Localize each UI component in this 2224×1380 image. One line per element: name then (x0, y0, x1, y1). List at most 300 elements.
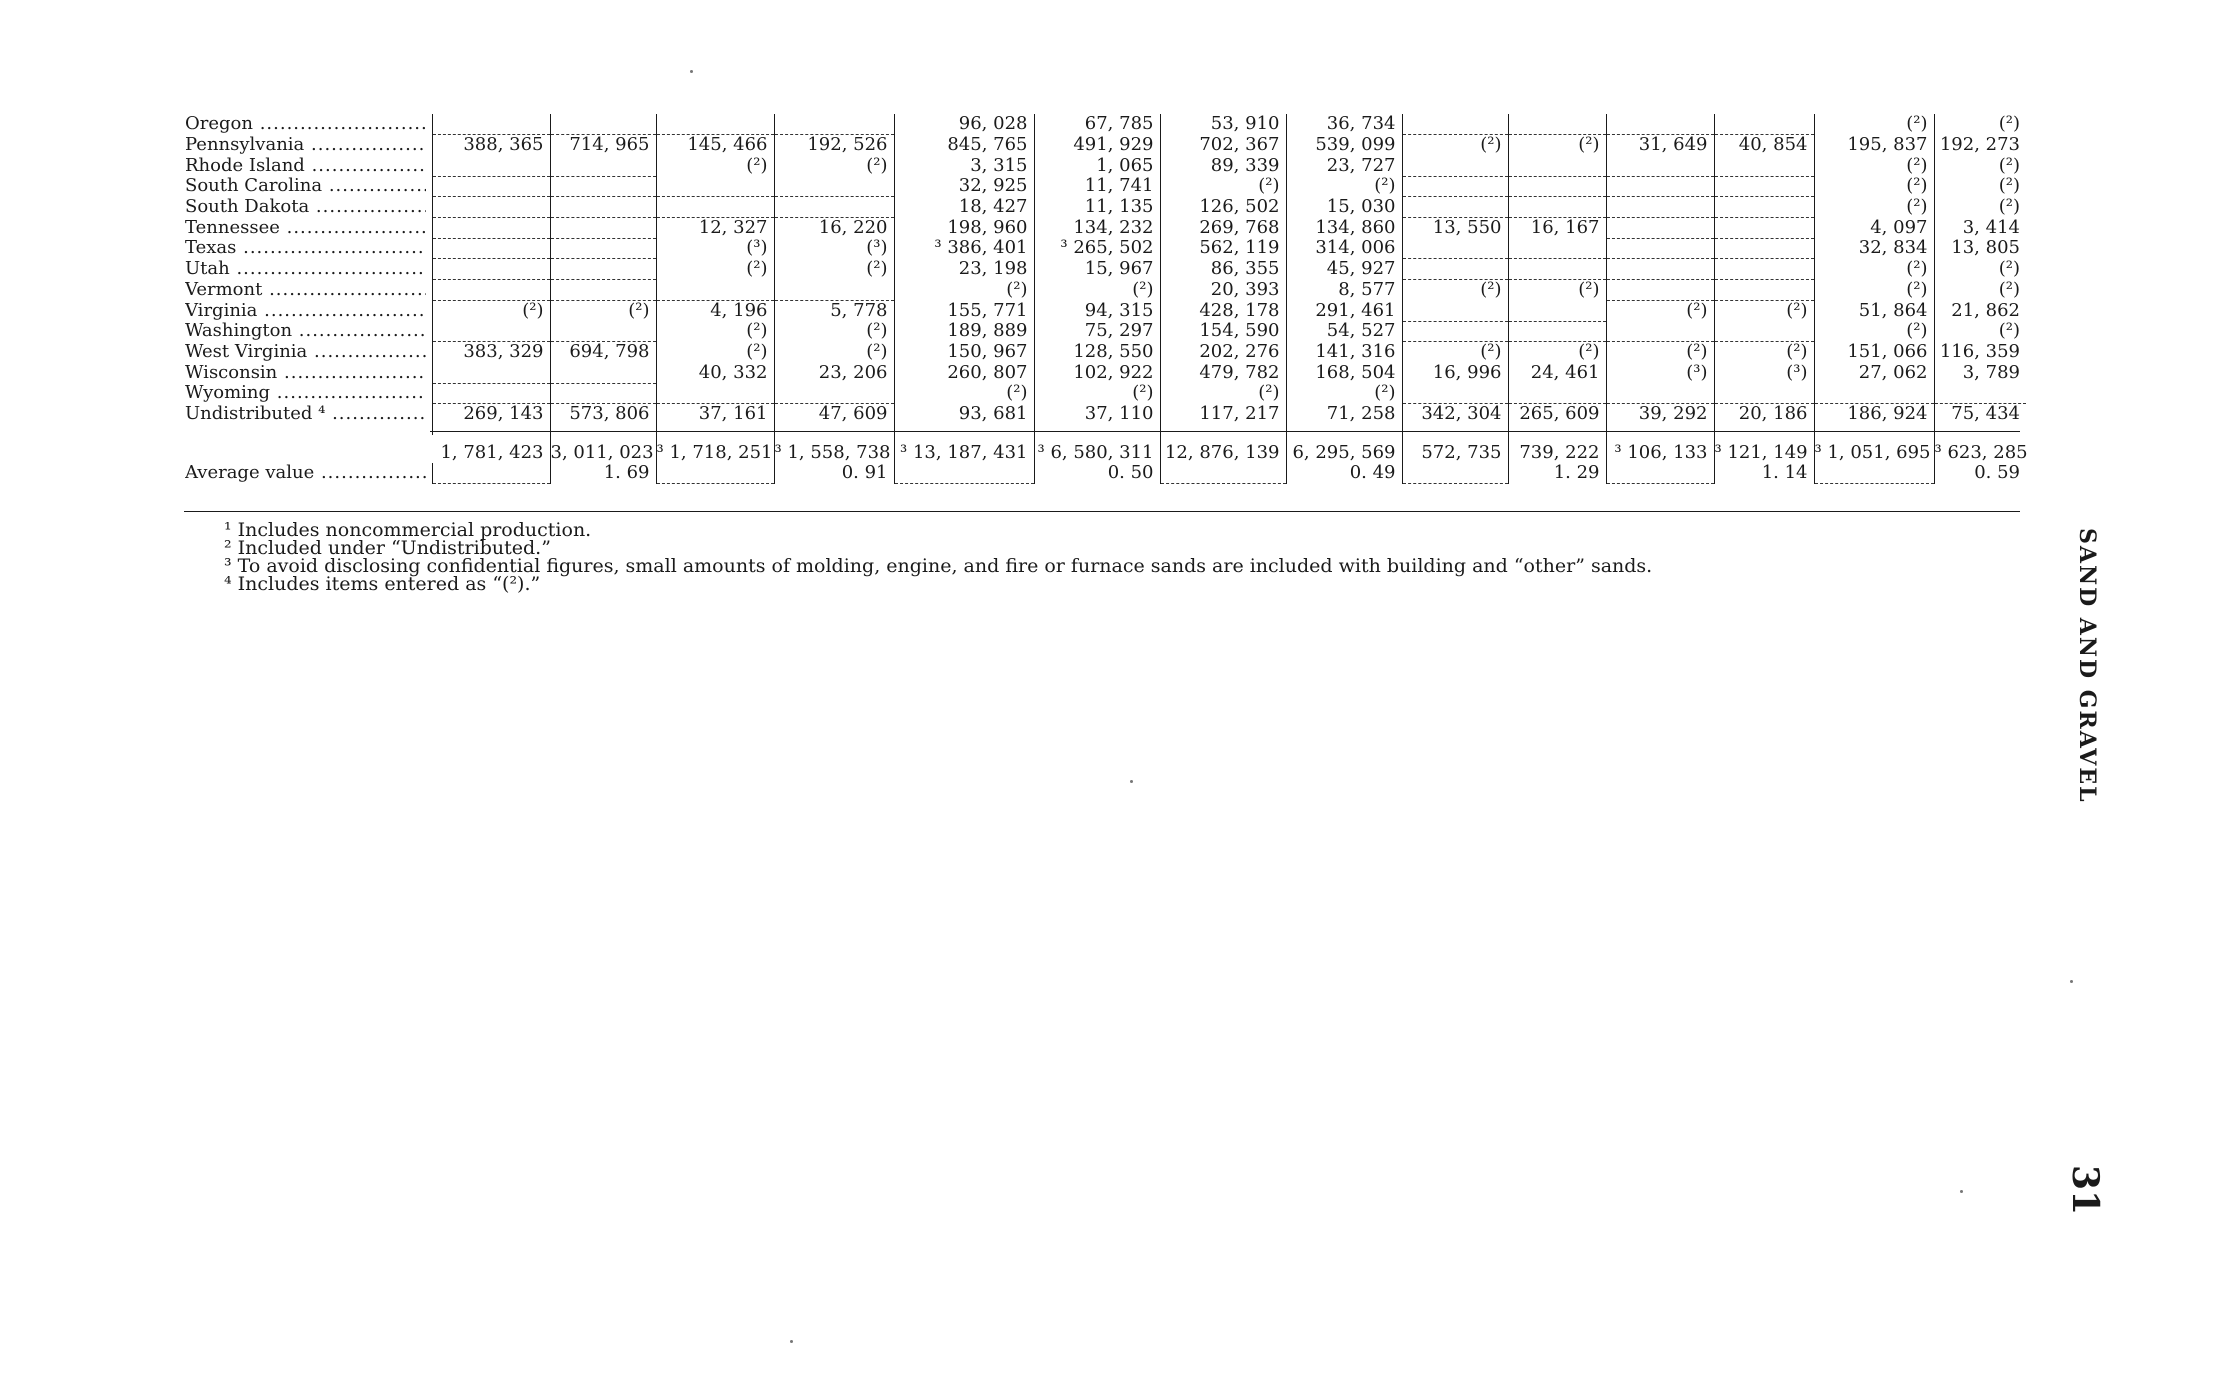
table-cell (432, 279, 550, 300)
table-cell (1508, 259, 1606, 280)
table-cell (1814, 383, 1934, 404)
state-name: Vermont ..... (185, 280, 426, 301)
table-cell (656, 176, 774, 197)
table-row (182, 197, 2026, 218)
table-cell: 86, 355 (1160, 259, 1286, 280)
table-cell: 562, 119 (1160, 238, 1286, 259)
print-speck (1960, 1190, 1963, 1193)
footnote-3: ³ To avoid disclosing confidential figures, small amounts of molding, engine, and fire or furnace sands are included with building and “other” sands. (224, 555, 1653, 577)
row-label (182, 463, 432, 484)
table-cell: (²) (1814, 279, 1934, 300)
table-cell: 155, 771 (894, 300, 1034, 321)
table-cell (1402, 176, 1508, 197)
table-cell: 145, 466 (656, 135, 774, 156)
table-cell: 3, 789 (1962, 361, 2020, 383)
table-cell: (²) (1402, 279, 1508, 300)
average-cell (432, 463, 550, 484)
average-cell: 1. 69 (550, 463, 656, 484)
state-name: West Virginia ..... (185, 342, 426, 363)
table-cell: (²) (1160, 176, 1286, 197)
table-cell (1508, 114, 1606, 135)
state-name: Washington ..... (185, 321, 426, 342)
table-cell: 383, 329 (432, 342, 550, 363)
table-cell: 67, 785 (1034, 114, 1160, 135)
table-row (182, 156, 2026, 177)
table-cell: 40, 854 (1714, 135, 1814, 156)
table-cell: 23, 198 (894, 259, 1034, 280)
state-name: Texas ..... (185, 238, 426, 259)
total-rule (430, 431, 2020, 432)
table-cell: (²) (1034, 383, 1160, 404)
table-cell: 102, 922 (1034, 363, 1160, 384)
table-cell (656, 279, 774, 300)
average-cell: 0. 59 (1974, 462, 2020, 483)
table-cell (1402, 156, 1508, 177)
table-cell: 89, 339 (1160, 156, 1286, 177)
table-cell: (²) (1508, 279, 1606, 300)
table-cell: 269, 143 (432, 404, 550, 425)
table-cell: 21, 862 (1951, 299, 2020, 321)
table-cell: 573, 806 (550, 404, 656, 425)
table-cell: 4, 097 (1814, 217, 1934, 238)
table-cell: 116, 359 (1939, 341, 2020, 362)
spacer-cell (1402, 425, 1508, 435)
table-cell (1402, 300, 1508, 321)
table-cell (1714, 114, 1814, 135)
table-cell: 198, 960 (894, 217, 1034, 238)
table-cell: 37, 161 (656, 404, 774, 425)
table-cell (1934, 383, 2026, 404)
table-cell (432, 197, 550, 218)
average-cell (1814, 463, 1934, 484)
table-cell: (²) (894, 279, 1034, 300)
table-cell (550, 114, 656, 135)
table-cell: (²) (1814, 156, 1934, 177)
row-label (182, 383, 432, 404)
table-cell: 192, 273 (1939, 134, 2020, 155)
total-cell: ³ 6, 580, 311 (1034, 435, 1160, 464)
table-cell: (²) (1160, 383, 1286, 404)
footnotes (224, 521, 1652, 593)
table-cell: 189, 889 (894, 321, 1034, 342)
total-cell: 739, 222 (1508, 435, 1606, 464)
table-cell (432, 156, 550, 177)
table-cell: (²) (1814, 176, 1934, 197)
average-cell: 1. 14 (1714, 463, 1814, 484)
row-label (182, 259, 432, 280)
table-cell: (²) (1998, 113, 2020, 134)
table-cell (1714, 217, 1814, 238)
table-cell: 186, 924 (1814, 404, 1934, 425)
table-cell (1402, 383, 1508, 404)
table-cell (1714, 238, 1814, 259)
state-name: Wyoming ..... (185, 383, 426, 404)
row-label (182, 176, 432, 197)
table-cell: 75, 434 (1951, 403, 2020, 424)
table-cell: 39, 292 (1606, 404, 1714, 425)
table-cell: 11, 135 (1034, 197, 1160, 218)
table-cell (774, 197, 894, 218)
table-cell: 428, 178 (1160, 300, 1286, 321)
state-name: Virginia ..... (185, 301, 426, 322)
table-cell: (²) (1998, 154, 2020, 176)
row-label (182, 342, 432, 363)
table-cell (1606, 259, 1714, 280)
table-cell: (²) (1998, 175, 2020, 196)
average-cell (656, 463, 774, 484)
total-cell: ³ 106, 133 (1606, 435, 1714, 464)
table-cell: 141, 316 (1286, 342, 1402, 363)
state-name: Pennsylvania ..... (185, 135, 426, 156)
table-cell (550, 238, 656, 259)
spacer-cell (656, 425, 774, 435)
spacer-cell (550, 425, 656, 435)
table-cell: 37, 110 (1034, 404, 1160, 425)
table-cell: (²) (1508, 342, 1606, 363)
table-cell: 195, 837 (1814, 135, 1934, 156)
row-label (182, 135, 432, 156)
table-cell: 154, 590 (1160, 321, 1286, 342)
table-cell: 93, 681 (894, 404, 1034, 425)
table-row (182, 238, 2026, 259)
table-cell: (²) (1714, 300, 1814, 321)
footnote-2: ² Included under “Undistributed.” (224, 537, 551, 559)
footnote-4: ⁴ Includes items entered as “(²).” (224, 573, 541, 595)
table-row (182, 321, 2026, 342)
table-cell (1606, 114, 1714, 135)
total-cell: 12, 876, 139 (1160, 435, 1286, 464)
table-cell: (²) (1998, 320, 2020, 341)
table-cell (774, 114, 894, 135)
table-cell (1606, 238, 1714, 259)
total-cell: ³ 623, 285 (1934, 441, 2028, 463)
table-bottom-rule (184, 511, 2020, 512)
table-cell: 16, 220 (774, 217, 894, 238)
table-cell: (²) (656, 259, 774, 280)
average-cell: 0. 91 (774, 463, 894, 484)
table-cell: 53, 910 (1160, 114, 1286, 135)
spacer-row (182, 425, 2026, 435)
table-cell (774, 383, 894, 404)
table-cell: 13, 550 (1402, 217, 1508, 238)
table-cell (550, 217, 656, 238)
table-row (182, 363, 2026, 384)
table-cell (432, 114, 550, 135)
table-cell (1508, 197, 1606, 218)
table-cell: (²) (656, 321, 774, 342)
table-row (182, 176, 2026, 197)
table-cell (1606, 217, 1714, 238)
total-cell: 1, 781, 423 (432, 435, 550, 464)
table-cell (1606, 197, 1714, 218)
table-cell (1714, 383, 1814, 404)
table-cell: 269, 768 (1160, 217, 1286, 238)
spacer-cell (1934, 425, 2026, 435)
table-cell: (²) (774, 321, 894, 342)
table-cell: 31, 649 (1606, 135, 1714, 156)
average-cell (1606, 463, 1714, 484)
table-cell: 15, 967 (1034, 259, 1160, 280)
table-cell: (²) (1714, 342, 1814, 363)
table-cell (1714, 176, 1814, 197)
table-cell (1402, 114, 1508, 135)
spacer-cell (182, 425, 432, 435)
table-cell: (²) (774, 259, 894, 280)
table-cell: 36, 734 (1286, 114, 1402, 135)
table-cell: 192, 526 (774, 135, 894, 156)
table-cell: 32, 834 (1814, 238, 1934, 259)
table-cell (550, 197, 656, 218)
table-cell: (²) (774, 342, 894, 363)
table-cell (1714, 197, 1814, 218)
table-cell: (²) (656, 342, 774, 363)
table-cell: 260, 807 (894, 363, 1034, 384)
table-cell: 32, 925 (894, 176, 1034, 197)
table-cell: 47, 609 (774, 404, 894, 425)
table-cell (550, 383, 656, 404)
table-cell: (²) (1814, 321, 1934, 342)
table-cell (1402, 197, 1508, 218)
table-cell: 8, 577 (1286, 279, 1402, 300)
table-cell: 134, 860 (1286, 217, 1402, 238)
spacer-cell (1286, 425, 1402, 435)
table-cell: (³) (656, 238, 774, 259)
table-cell: 23, 727 (1286, 156, 1402, 177)
total-row (182, 435, 2026, 464)
table-cell: 3, 414 (1962, 216, 2020, 238)
table-cell: 11, 741 (1034, 176, 1160, 197)
table-cell: (²) (1402, 342, 1508, 363)
print-speck (1130, 780, 1133, 783)
table-cell: 388, 365 (432, 135, 550, 156)
table-cell: 13, 805 (1951, 237, 2020, 258)
table-cell (1508, 383, 1606, 404)
row-label (182, 321, 432, 342)
table-cell: (²) (1606, 300, 1714, 321)
table-cell (550, 176, 656, 197)
state-name: Rhode Island ..... (185, 156, 426, 177)
table-cell: 539, 099 (1286, 135, 1402, 156)
row-label (182, 217, 432, 238)
table-cell: (²) (1998, 278, 2020, 300)
table-cell: (²) (1814, 114, 1934, 135)
table-cell: (²) (1034, 279, 1160, 300)
table-cell (1402, 238, 1508, 259)
table-cell: 18, 427 (894, 197, 1034, 218)
state-name: South Dakota ..... (185, 197, 426, 218)
print-speck (2070, 980, 2073, 983)
table-cell: 96, 028 (894, 114, 1034, 135)
table-cell: 714, 965 (550, 135, 656, 156)
table-cell: (²) (550, 300, 656, 321)
state-name: Oregon ..... (185, 114, 426, 135)
table-cell (1606, 176, 1714, 197)
table-cell: (²) (432, 300, 550, 321)
table-cell: 5, 778 (774, 300, 894, 321)
total-cell: ³ 13, 187, 431 (894, 435, 1034, 464)
table-cell: 126, 502 (1160, 197, 1286, 218)
spacer-cell (1606, 425, 1714, 435)
table-cell: (²) (894, 383, 1034, 404)
average-row (182, 463, 2026, 484)
table-cell (1714, 156, 1814, 177)
state-name: Utah ..... (185, 259, 426, 280)
state-name: Wisconsin ..... (185, 363, 426, 384)
table-row (182, 114, 2026, 135)
average-cell: 1. 29 (1508, 463, 1606, 484)
table-cell: (²) (1606, 342, 1714, 363)
table-row (182, 342, 2026, 363)
table-cell: 20, 186 (1714, 404, 1814, 425)
table-cell (1402, 259, 1508, 280)
table-cell: (²) (1998, 195, 2020, 217)
table-cell (432, 238, 550, 259)
table-cell: 342, 304 (1402, 404, 1508, 425)
state-name: South Carolina ..... (185, 176, 426, 197)
table-cell: 702, 367 (1160, 135, 1286, 156)
table-cell: 16, 167 (1508, 217, 1606, 238)
total-cell: 6, 295, 569 (1286, 435, 1402, 464)
total-cell: ³ 1, 051, 695 (1814, 435, 1934, 464)
table-cell (656, 383, 774, 404)
table-cell (656, 197, 774, 218)
spacer-cell (1034, 425, 1160, 435)
table-cell: 150, 967 (894, 342, 1034, 363)
spacer-cell (1814, 425, 1934, 435)
table-cell (1402, 321, 1508, 342)
spacer-cell (1508, 425, 1606, 435)
table-cell: 94, 315 (1034, 300, 1160, 321)
table-cell: 1, 065 (1034, 156, 1160, 177)
table-cell: (²) (656, 156, 774, 177)
table-cell: 51, 864 (1814, 300, 1934, 321)
table-cell (1606, 321, 1714, 342)
table-row (182, 383, 2026, 404)
table-cell (1508, 321, 1606, 342)
average-cell: 0. 50 (1034, 463, 1160, 484)
table-cell (656, 114, 774, 135)
spacer-cell (1714, 425, 1814, 435)
table-cell (550, 156, 656, 177)
average-cell (1160, 463, 1286, 484)
table-cell (1508, 300, 1606, 321)
row-label (182, 197, 432, 218)
table-cell: (²) (1508, 135, 1606, 156)
table-cell (1606, 383, 1714, 404)
table-cell: (²) (1998, 257, 2020, 279)
table-cell (432, 363, 550, 384)
table-cell: 24, 461 (1508, 363, 1606, 384)
table-cell: 54, 527 (1286, 321, 1402, 342)
table-row (182, 404, 2026, 425)
table-cell (550, 363, 656, 384)
print-speck (690, 70, 693, 73)
table-cell: (²) (1286, 176, 1402, 197)
total-label (182, 435, 432, 464)
table-cell: 314, 006 (1286, 238, 1402, 259)
table-cell: 75, 297 (1034, 321, 1160, 342)
table-cell: 117, 217 (1160, 404, 1286, 425)
row-label (182, 156, 432, 177)
table-cell: (²) (1814, 197, 1934, 218)
table-cell (774, 176, 894, 197)
table-cell (1714, 279, 1814, 300)
production-table (182, 114, 2026, 484)
table-cell: 40, 332 (656, 363, 774, 384)
table-cell (432, 176, 550, 197)
page-number: 31 (2064, 1165, 2106, 1216)
average-cell (1402, 463, 1508, 484)
table-cell (432, 321, 550, 342)
table-cell (1508, 238, 1606, 259)
table-cell (432, 217, 550, 238)
table-cell: 12, 327 (656, 217, 774, 238)
footnote-1: ¹ Includes noncommercial production. (224, 519, 592, 541)
spacer-cell (432, 425, 550, 435)
table-row (182, 279, 2026, 300)
print-speck (790, 1340, 793, 1343)
table-cell (1714, 321, 1814, 342)
table-cell: 291, 461 (1286, 300, 1402, 321)
table-row (182, 217, 2026, 238)
table-cell: 3, 315 (894, 156, 1034, 177)
table-cell: 27, 062 (1814, 363, 1934, 384)
table-cell (1508, 176, 1606, 197)
table-cell: (²) (774, 156, 894, 177)
table-cell: ³ 386, 401 (894, 238, 1034, 259)
table-row (182, 135, 2026, 156)
average-cell (894, 463, 1034, 484)
spacer-cell (1160, 425, 1286, 435)
table-cell: (³) (1606, 363, 1714, 384)
table-cell (550, 259, 656, 280)
table-cell (1714, 259, 1814, 280)
table-cell: 202, 276 (1160, 342, 1286, 363)
spacer-cell (894, 425, 1034, 435)
table-row (182, 300, 2026, 321)
row-label (182, 300, 432, 321)
total-cell: ³ 1, 718, 251 (656, 435, 774, 464)
table-cell: 45, 927 (1286, 259, 1402, 280)
table-cell: 694, 798 (550, 342, 656, 363)
table-cell (432, 259, 550, 280)
table-cell (774, 279, 894, 300)
table-cell: 151, 066 (1814, 342, 1934, 363)
table-cell: 128, 550 (1034, 342, 1160, 363)
table-cell (1508, 156, 1606, 177)
table-cell (550, 279, 656, 300)
table-cell: ³ 265, 502 (1034, 238, 1160, 259)
table-cell: 20, 393 (1160, 279, 1286, 300)
total-cell: 572, 735 (1402, 435, 1508, 464)
table-cell: 479, 782 (1160, 363, 1286, 384)
table-cell: 71, 258 (1286, 404, 1402, 425)
table-cell: 845, 765 (894, 135, 1034, 156)
table-cell: 16, 996 (1402, 363, 1508, 384)
average-cell: 0. 49 (1286, 463, 1402, 484)
state-name: Undistributed ⁴ ..... (185, 404, 426, 425)
table-cell (1606, 279, 1714, 300)
table-cell (550, 321, 656, 342)
table-cell: (³) (774, 238, 894, 259)
table-cell: 15, 030 (1286, 197, 1402, 218)
table-row (182, 259, 2026, 280)
spacer-cell (774, 425, 894, 435)
row-label (182, 238, 432, 259)
row-label (182, 114, 432, 135)
row-label (182, 363, 432, 384)
total-cell: ³ 121, 149 (1714, 435, 1814, 464)
